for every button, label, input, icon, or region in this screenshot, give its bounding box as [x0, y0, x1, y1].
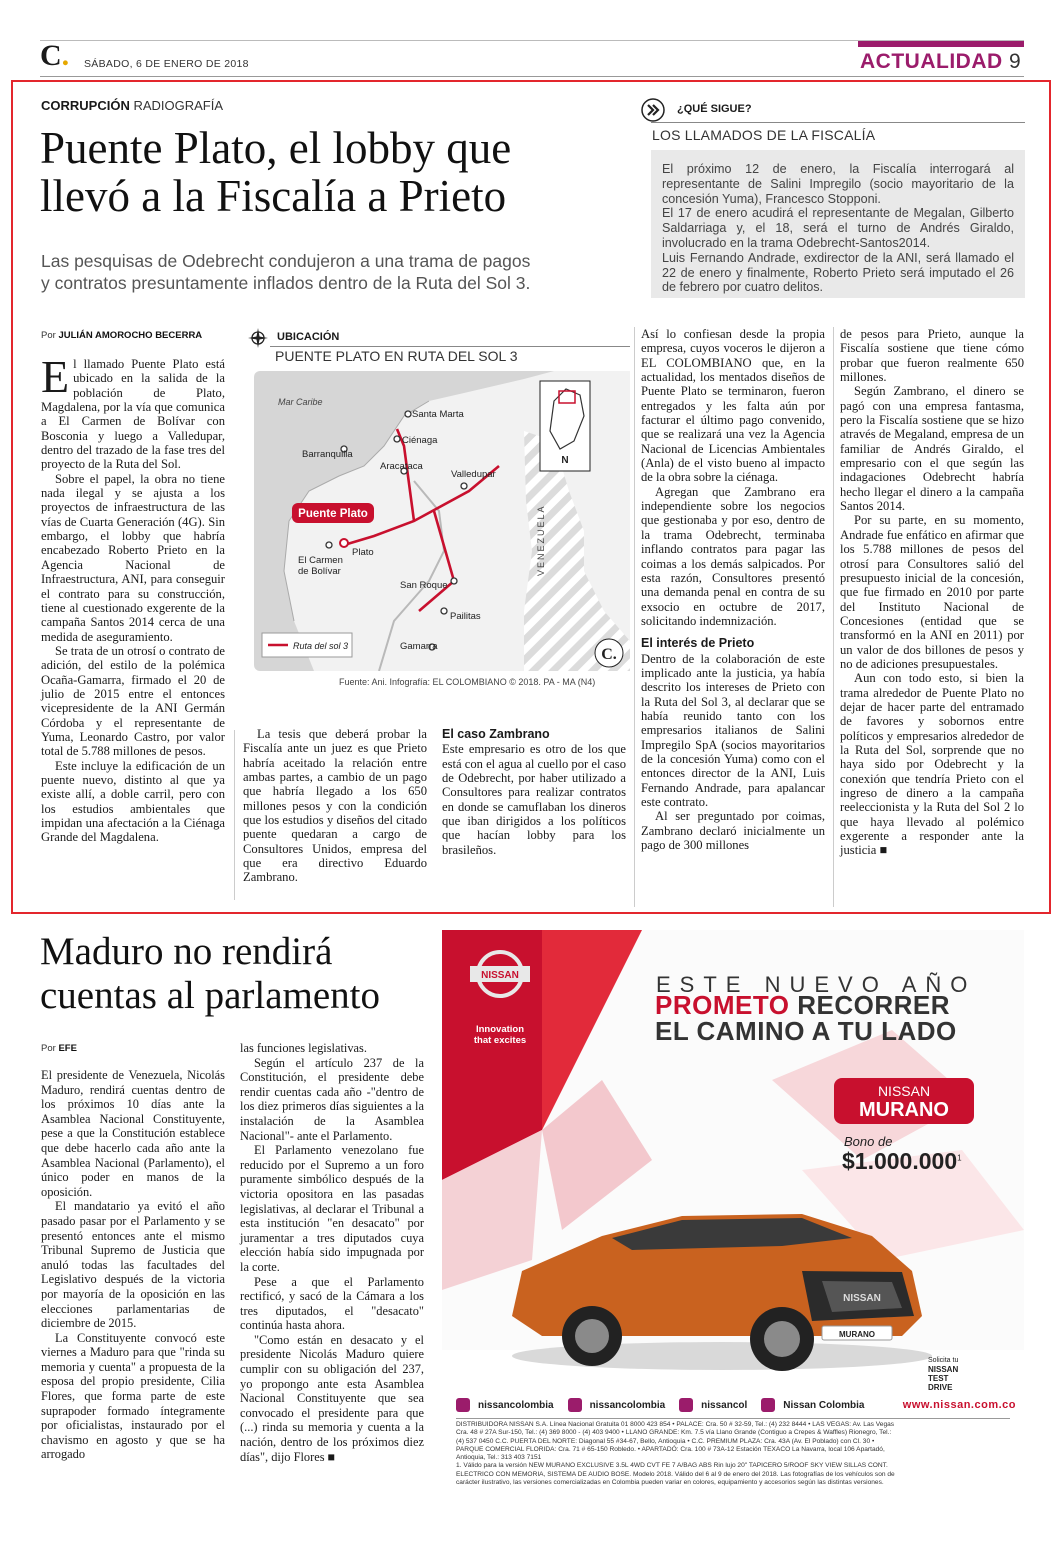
city-label: Aracataca — [380, 461, 423, 472]
north-label: N — [561, 455, 569, 466]
puente-plato-label: Puente Plato — [298, 508, 368, 520]
story2-headline — [40, 930, 380, 1018]
paragraph: El presidente de Venezuela, Nicolás Maduro, rendirá cuentas dentro de los próximos 10 días ante la Asamblea Nacional Constituyente, pese a que la Constitución establece que debe hacerlo cada año ante la Asamblea Nacional (Parlamento), el único poder en manos de la oposición. — [41, 1068, 225, 1199]
test-drive-badge[interactable] — [928, 1356, 1000, 1392]
subhead: El interés de Prieto — [641, 636, 755, 651]
deck-line-1: Las pesquisas de Odebrecht condujeron a una trama de pagos — [41, 251, 531, 271]
bono-footnote: 1 — [957, 1153, 962, 1163]
social-twitter[interactable]: nissancolombia — [589, 1399, 666, 1411]
ad-title-highlight: PROMETO — [655, 990, 790, 1020]
compass-icon — [248, 328, 268, 348]
paragraph: Agregan que Zambrano era independiente sobre los negocios que gestionaba y por eso, dentro de la trama Odebrecht, terminaba inflando contratos para pagar las coimas a los demás salpicados. Por esta razón, Consultores presentó una demanda penal en contra de su exsocio en octubre de 2017, solicitando indemnización. — [641, 484, 825, 628]
paragraph: Aun con todo esto, si bien la trama alrededor de Puente Plato no dejar de hacer parte del entramado de favores y sobornos entre políticos y empresarios alrededor de la Ruta del Sol, sorprende que no haya sido por Odebrecht y la conexión que tendría Prieto con el ingreso de dinero a la campaña reeleccionista y la Ruta del Sol 2 lo que haya llevado al polémico exgerente a responder ante la justicia ■ — [840, 671, 1024, 858]
map-title: PUENTE PLATO EN RUTA DEL SOL 3 — [275, 348, 518, 364]
section-label — [860, 50, 1021, 74]
headline-line-1: Maduro no rendirá — [40, 930, 333, 973]
ad-rule — [456, 1418, 1010, 1419]
story-column-1 — [41, 351, 225, 845]
puente-plato-marker — [340, 539, 348, 547]
paragraph: Este incluye la edificación de un puente nuevo, distinto al que ya existe allí, a doble carril, pero con los estudios ambientales que impidan una afectación a la Ciénaga Grande del Magdalena. — [41, 758, 225, 845]
ad-title-3: EL CAMINO A TU LADO — [655, 1016, 957, 1046]
fine-print-line: Antioquia, Tel.: 313 403 7151 — [456, 1454, 542, 1462]
column-rule — [634, 327, 635, 907]
fine-print-line: 1. Válido para la versión NEW MURANO EXCLUSIVE 3.5L 4WD CVT FE 7 A/BAG ABS Rin lujo 20" TAPICERO 5/ROOF SKY VIEW SILLAS CONT. — [456, 1462, 888, 1470]
map-logo: C. — [601, 646, 617, 663]
nissan-logo — [468, 942, 532, 1006]
story-column-3 — [641, 327, 825, 852]
fine-print-line: DISTRIBUIDORA NISSAN S.A. Línea Nacional Gratuita 01 8000 423 854 • PALACÉ: Cra. 50 # 32-59, Tel.: (4) 232 8444 • LAS VEGAS: Av. Las Vegas — [456, 1421, 895, 1428]
chevron-icon — [641, 98, 665, 122]
country-label: VENEZUELA — [536, 504, 546, 576]
city-label: El Carmen — [298, 555, 343, 566]
city-marker — [441, 608, 447, 614]
story2-column-1 — [41, 1068, 225, 1462]
bono-value — [842, 1148, 962, 1175]
twitter-icon[interactable] — [568, 1398, 582, 1412]
story-headline — [40, 124, 511, 220]
story-column-2 — [243, 727, 427, 885]
headline-line-1: Puente Plato, el lobby que — [40, 123, 512, 173]
city-marker — [394, 436, 400, 442]
legend-label: Ruta del sol 3 — [293, 641, 349, 651]
city-label: Santa Marta — [412, 409, 464, 420]
fine-print-line: Cra. 48 # 27A Sur-150, Tel.: (4) 369 8000 - (4) 403 9400 • LLANO GRANDE: Km. 7.5 vía Llano Grande (Contiguo a Crepes & Waffles) Rionegro, Tel.: — [456, 1429, 892, 1437]
sidebar-box — [641, 98, 1025, 298]
city-marker — [326, 542, 332, 548]
story-column-3-bottom — [442, 727, 626, 857]
city-label: Gamarra — [400, 641, 438, 652]
fine-print-line: carácter ilustrativo, las versiones comercializadas en Colombia pueden variar en colores, equipamiento y accesorios según las distintas versiones. — [456, 1479, 884, 1487]
fine-print-line: (4) 537 0450 C.C. PUERTA DEL NORTE: Diagonal 55 #34-67, Bello, Antioquia • C.C. PREMIUM PLAZA: Cra. 43A (Av. El Poblado) con Cl. 30 • — [456, 1437, 875, 1445]
byline-author: JULIÁN AMOROCHO BECERRA — [58, 330, 203, 341]
city-label: San Roque — [400, 580, 448, 591]
paragraph: de pesos para Prieto, aunque la Fiscalía sostiene que tiene cómo probar que fueron realmente 650 millones. — [840, 327, 1024, 385]
paragraph: Según Zambrano, el dinero se pagó con una empresa fantasma, pero la Fiscalía sostiene que se hizo através de Megaland, empresa de un familiar de Andrés Giraldo, el empresario con el que según las indagaciones Odebrecht habría hecho llegar el dinero a la campaña Santos 2014. — [840, 384, 1024, 514]
city-label: Plato — [352, 547, 374, 558]
social-instagram[interactable]: nissancolombia — [478, 1399, 554, 1411]
youtube-icon[interactable] — [761, 1398, 775, 1412]
model-name: MURANO — [859, 1099, 949, 1121]
city-marker — [405, 411, 411, 417]
map-source: Fuente: Ani. Infografía: EL COLOMBIANO © 2018. PA - MA (N4) — [339, 677, 596, 687]
issue-date: SÁBADO, 6 DE ENERO DE 2018 — [84, 58, 249, 70]
header-rule-bottom — [40, 76, 1024, 77]
paragraph: La Constituyente convocó este viernes a Maduro para que "rinda su memoria y cuenta" a propuesta de la esposa del propio presidente, Cilia Flores, que forma parte de este suprapoder formado íntegramente por oficialistas, instaurado por el chavismo en agosto y que se ha arrogado — [41, 1330, 225, 1462]
fine-print-line: ELECTRICO CON MEMORIA, SISTEMA DE AUDIO BOSE. Modelo 2018. Válido del 6 al 9 de enero del 2018. Las fotografías de los vehículos son de — [456, 1470, 895, 1478]
sea-label: Mar Caribe — [278, 397, 323, 407]
facebook-icon[interactable] — [679, 1398, 693, 1412]
city-label: Ciénaga — [402, 435, 438, 446]
ad-fine-print — [456, 1421, 1016, 1487]
paragraph: Así lo confiesan desde la propia empresa, cuyos voceros le dijeron a EL COLOMBIANO que, en la actualidad, los mentados diseños de Puente Plato se terminaron, fueron entregados y les falta aún por facturar el último pago convenido, que se realizará una vez la Agencia Nacional de Licencias Ambientales (Anla) de el visto bueno al impacto de la obra sobre la ciénaga. — [641, 327, 825, 485]
city-marker — [461, 483, 467, 489]
sidebar-title: LOS LLAMADOS DE LA FISCALÍA — [652, 127, 876, 143]
kicker-light: RADIOGRAFÍA — [133, 98, 224, 113]
social-bar — [456, 1394, 1016, 1416]
city-label: Valledupar — [451, 469, 496, 480]
paragraph: Por su parte, en su momento, Andrade fue enfático en afirmar que los 5.788 millones de pesos del otrosí para Consultores salió del presupuesto inicial de la concesión, que fue firmado en 2010 por parte del Instituto Nacional de Concesiones (entidad que se transformó en la ANI en 2011) por un valor de dos billones de pesos y no de adiciones presupuestales. — [840, 513, 1024, 671]
ad-title-1: ESTE NUEVO AÑO — [656, 972, 977, 997]
paragraph: Según el artículo 237 de la Constitución, el presidente debe rendir cuentas cada año -"dentro de los diez primeros días siguientes a la instalación de la Asamblea Nacional"- ante el Parlamento. — [240, 1055, 424, 1143]
nissan-logo-text: NISSAN — [481, 970, 519, 981]
column-rule — [234, 730, 235, 900]
map-canvas — [254, 371, 630, 671]
ad-title-word: RECORRER — [797, 990, 951, 1020]
sidebar-paragraph: Luis Fernando Andrade, exdirector de la ANI, será llamado el 22 de enero y finalmente, Roberto Prieto será imputado el 26 de febrero por cuatro delitos. — [662, 250, 1014, 295]
car-grille-logo: NISSAN — [843, 1293, 881, 1304]
paragraph: El mandatario ya evitó el año pasado pasar por el Parlamento y se presentó entonces ante el mismo Tribunal Supremo de Justicia que anuló todas las facultades del Legislativo después de la victoria por mayoría de la oposición en las elecciones parlamentarias de diciembre de 2015. — [41, 1199, 225, 1331]
newspaper-logo: C. — [40, 39, 70, 72]
paragraph: Este empresario es otro de los que está con el agua al cuello por el caso de Odebrecht, por haber utilizado a Consultores para realizar contratos en donde se camuflaban los dineros que iban dirigidos a los políticos que hacían lobby para los brasileños. — [442, 742, 626, 857]
test-drive-line: Solicita tu — [928, 1357, 959, 1364]
paragraph: Sobre el papel, la obra no tiene nada ilegal y se ajusta a los proyectos de infraestructura de las vías de Cuarta Generación (4G). Sin embargo, el lobby que habría encabezado Roberto Prieto en la Agencia Nacional de Infraestructura, ANI, para conseguir el contrato para su construcción, tiene al cuestionado exgerente de la campaña Santos 2014 cerca de una medida de aseguramiento. — [41, 471, 225, 644]
city-marker — [451, 578, 457, 584]
nissan-tagline — [462, 1024, 538, 1046]
map-graphic — [244, 325, 630, 690]
website-link[interactable]: www.nissan.com.co — [902, 1399, 1016, 1411]
story2-byline — [41, 1043, 77, 1054]
dropcap: E — [41, 351, 70, 402]
kicker-bold: CORRUPCIÓN — [41, 98, 130, 113]
nissan-ad[interactable] — [442, 930, 1024, 1502]
page-number: 9 — [1009, 50, 1022, 73]
test-drive-line: DRIVE — [928, 1383, 953, 1392]
paragraph: l llamado Puente Plato está ubicado en la salida de la población de Plato, Magdalena, por la vía que comunica a El Carmen de Bolívar con Bosconia y luego a Valledupar, dentro del trazado de la fase tres del proyecto de la Ruta del Sol. — [41, 357, 225, 472]
paragraph: "Como están en desacato y el presidente Nicolás Maduro quiere cumplir con su obligación del 237, yo propongo ante esta Asamblea Nacional Constituyente que sea convocado el presidente para que (...) rinda su memoria y cuenta a la nación, dentro de los próximos diez días", dijo Flores ■ — [240, 1332, 424, 1464]
page-header — [0, 0, 1064, 80]
test-drive-line: TEST — [928, 1374, 949, 1383]
sidebar-kicker: ¿QUÉ SIGUE? — [677, 103, 752, 115]
model-brand: NISSAN — [877, 1083, 931, 1099]
subhead: El caso Zambrano — [442, 727, 550, 741]
sidebar-paragraph: El próximo 12 de enero, la Fiscalía interrogará al representante de Salini Impregilo (socio mayoritario de la concesión Yuma), Francesco Stopponi. — [662, 162, 1014, 206]
headline-line-2: llevó a la Fiscalía a Prieto — [40, 171, 507, 221]
byline-prefix: Por — [41, 1043, 56, 1054]
bono-label: Bono de — [844, 1134, 893, 1149]
paragraph: las funciones legislativas. — [240, 1041, 367, 1055]
license-plate: MURANO — [839, 1330, 875, 1339]
byline-prefix: Por — [41, 330, 56, 341]
instagram-icon[interactable] — [456, 1398, 470, 1412]
paragraph: Se trata de un otrosí o contrato de adición, del estilo de la polémica Ocaña-Gamarra, firmado el 20 de julio de 2015 entre el entonces vicepresidente de la ANI Germán Córdoba y el representante de Yuma, Leonardo Castro, por valor total de 5.788 millones de pesos. — [41, 643, 225, 759]
bono-amount: $1.000.000 — [842, 1148, 958, 1174]
sidebar-body — [662, 162, 1014, 295]
city-label: de Bolívar — [298, 566, 341, 577]
city-label: Pailitas — [450, 611, 481, 622]
story2-column-2 — [240, 1041, 424, 1464]
map-rule — [270, 346, 630, 347]
column-rule — [833, 327, 834, 907]
story-byline — [41, 330, 202, 341]
sidebar-paragraph: El 17 de enero acudirá el representante de Megalan, Gilberto Saldarriaga y, el 18, será el turno de Andrés Giraldo, involucrado en la trama Odebrecht-Santos2014. — [662, 206, 1014, 250]
story-deck — [41, 250, 530, 294]
paragraph: Pese a que el Parlamento rectificó, y sacó de la Cámara a los tres diputados, el "desacato" continúa hasta ahora. — [240, 1274, 424, 1333]
city-label: Barranquilla — [302, 449, 353, 460]
model-badge — [834, 1078, 974, 1124]
paragraph: El Parlamento venezolano fue reducido por el Supremo a un foro puramente simbólico después de la victoria opositora en las pasadas legislativas, al declarar el Tribunal a esta institución "en desacato" por juramentar a tres diputados cuya elección había sido impugnada por la corte. — [240, 1143, 424, 1274]
fine-print-line: PARQUE COMERCIAL FLORIDA: Cra. 71 # 65-150 Robledo. • APARTADÓ: Cra. 100 # 73A-12 Estación TEXACO La Navarra, local 106 Apartadó, — [456, 1445, 885, 1453]
headline-line-2: cuentas al parlamento — [40, 974, 381, 1017]
tagline-line: Innovation — [475, 1024, 525, 1035]
social-youtube[interactable]: Nissan Colombia — [783, 1399, 865, 1411]
section-bar — [858, 41, 1024, 47]
byline-author: EFE — [58, 1043, 77, 1054]
social-facebook[interactable]: nissancol — [701, 1399, 748, 1411]
deck-line-2: y contratos presuntamente inflados dentro de la Ruta del Sol 3. — [41, 273, 531, 293]
map-kicker: UBICACIÓN — [277, 331, 340, 343]
story-column-4 — [840, 327, 1024, 858]
paragraph: Dentro de la colaboración de este implicado ante la justicia, ya había descrito los intereses de Prieto con la Ruta del Sol 3, al declarar que se había reunido tanto con los empresarios italianos de Salini Impregilo SpA (socios mayoritarios de la concesión Yuma) como con el entonces director de la ANI, Luis Fernando Andrade, para apalancar este contrato. — [641, 651, 825, 809]
paragraph: Al ser preguntado por coimas, Zambrano declaró inicialmente un pago de 300 millones — [641, 809, 825, 853]
tagline-line: that excites — [473, 1035, 527, 1046]
paragraph: La tesis que deberá probar la Fiscalía ante un juez es que Prieto habría aceitado la relación entre ambas partes, a cambio de un pago que habría llegado a los 650 millones pesos y con la condición que los estudios y diseños del citado puente quedaran a cargo de Consultores Unidos, empresa del que era directivo Eduardo Zambrano. — [243, 727, 427, 885]
test-drive-line: NISSAN — [928, 1365, 959, 1374]
story-kicker — [41, 98, 223, 113]
car-illustration — [482, 1176, 942, 1376]
section-name: ACTUALIDAD — [860, 50, 1003, 73]
sidebar-rule — [651, 122, 1025, 123]
